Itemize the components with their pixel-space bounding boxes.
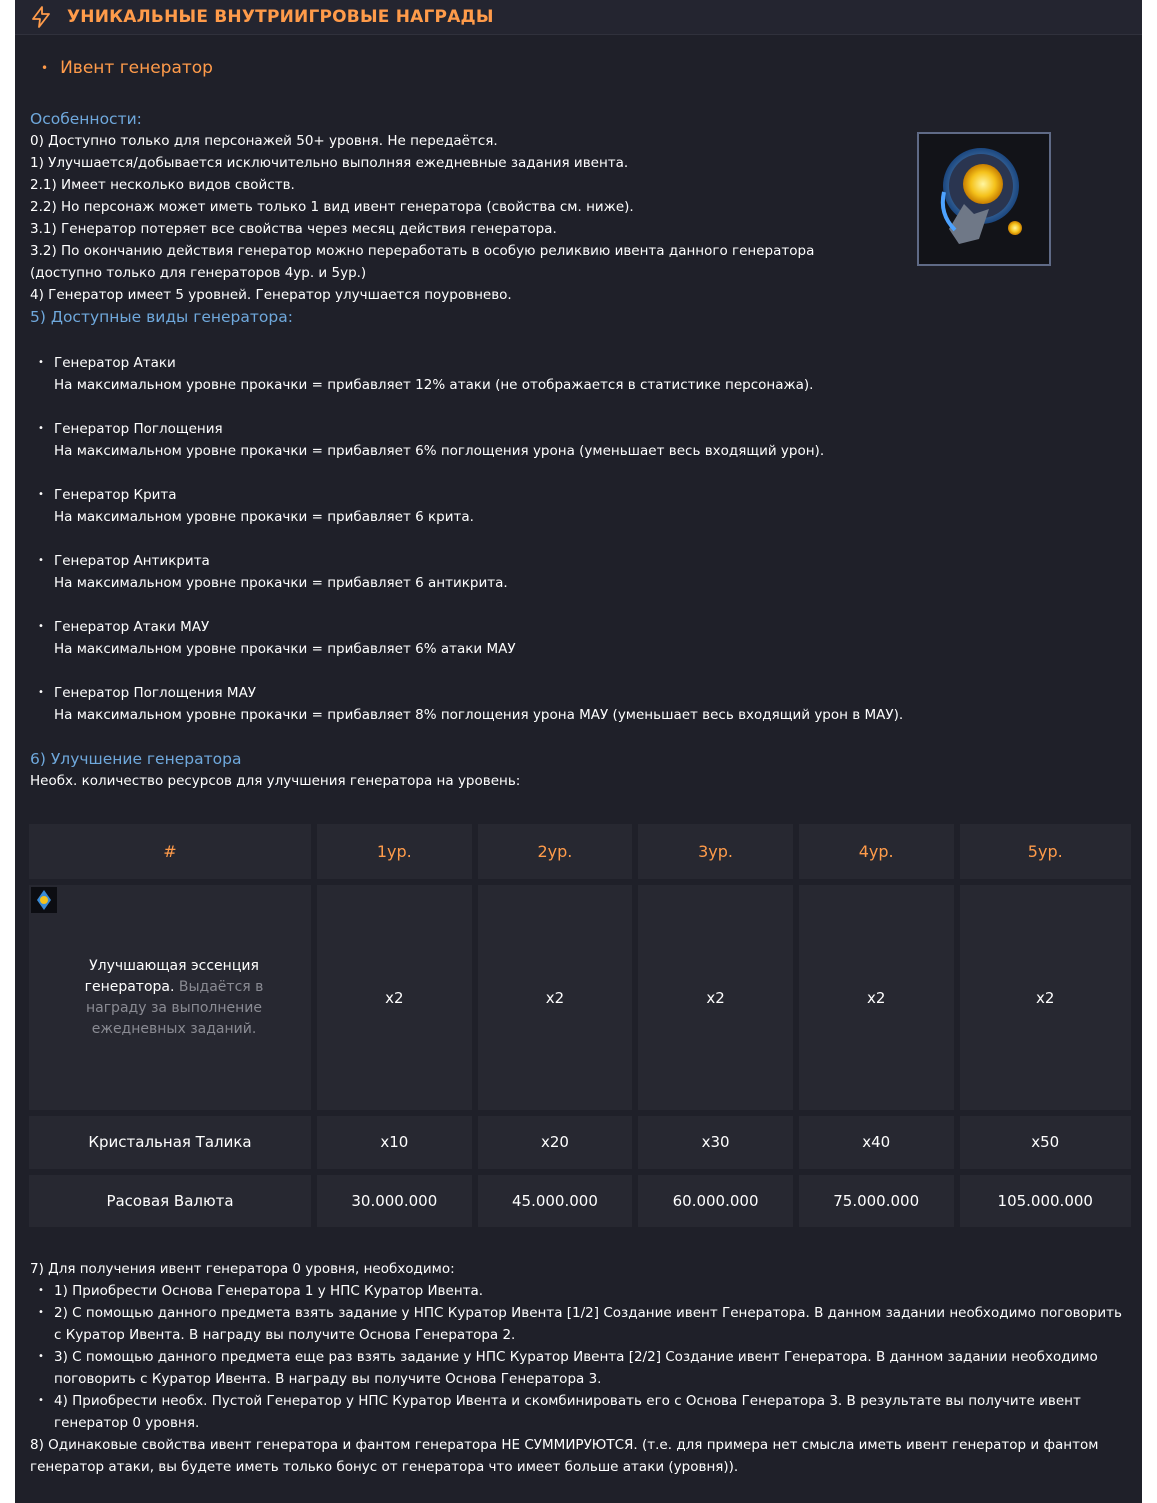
- table-header-cell: 5ур.: [960, 824, 1132, 879]
- table-row-label: Расовая Валюта: [29, 1175, 311, 1227]
- table-cell: x2: [317, 885, 472, 1110]
- generator-desc: На максимальном уровне прокачки = прибавляет 6 крита.: [54, 509, 474, 525]
- list-item: [30, 1346, 1130, 1390]
- table-cell: 60.000.000: [638, 1175, 793, 1227]
- generator-desc: На максимальном уровне прокачки = прибавляет 8% поглощения урона МАУ (уменьшает весь входящий урон в МАУ).: [54, 707, 904, 723]
- table-cell: x30: [638, 1116, 793, 1168]
- bullet-icon: •: [38, 621, 44, 632]
- generator-desc: На максимальном уровне прокачки = прибавляет 6% атаки МАУ: [54, 641, 516, 657]
- feature-line: 3.1) Генератор потеряет все свойства через месяц действия генератора.: [30, 221, 557, 237]
- obtain-step: 3) С помощью данного предмета еще раз взять задание у НПС Куратор Ивента [2/2] Создание ивент Генератора. В данном задании необходимо поговорить с Куратор Ивента. В награду вы получите Основа Генератора 3.: [54, 1349, 1098, 1387]
- list-item: [38, 418, 1130, 462]
- bullet-icon: •: [38, 1307, 44, 1318]
- subheader: [41, 58, 213, 78]
- feature-line: 0) Доступно только для персонажей 50+ уровня. Не передаётся.: [30, 133, 498, 149]
- generator-name: Генератор Поглощения МАУ: [54, 685, 257, 701]
- bullet-icon: •: [38, 1285, 44, 1296]
- table-cell: x2: [799, 885, 954, 1110]
- table-header-cell: 1ур.: [317, 824, 472, 879]
- table-cell: 75.000.000: [799, 1175, 954, 1227]
- generator-name: Генератор Атаки: [54, 355, 176, 371]
- obtain-step: 1) Приобрести Основа Генератора 1 у НПС Куратор Ивента.: [54, 1283, 484, 1299]
- section-title: УНИКАЛЬНЫЕ ВНУТРИИГРОВЫЕ НАГРАДЫ: [67, 7, 494, 27]
- table-cell: 105.000.000: [960, 1175, 1132, 1227]
- bullet-icon: •: [38, 555, 44, 566]
- table-header-cell: 3ур.: [638, 824, 793, 879]
- generator-desc: На максимальном уровне прокачки = прибавляет 12% атаки (не отображается в статистике персонажа).: [54, 377, 814, 393]
- generator-name: Генератор Атаки МАУ: [54, 619, 210, 635]
- upgrade-title: 6) Улучшение генератора: [30, 750, 242, 768]
- obtain-section: [30, 1258, 1130, 1478]
- upgrade-subtitle: Необх. количество ресурсов для улучшения генератора на уровень:: [30, 773, 521, 789]
- essence-icon: [31, 887, 57, 913]
- bullet-icon: •: [38, 1351, 44, 1362]
- bullet-icon: •: [41, 61, 49, 75]
- feature-line: 2.2) Но персонаж может иметь только 1 вид ивент генератора (свойства см. ниже).: [30, 199, 634, 215]
- table-header-row: [29, 824, 1131, 879]
- table-cell: x2: [478, 885, 633, 1110]
- list-item: [38, 550, 1130, 594]
- table-row: [29, 885, 1131, 1110]
- table-header-cell: 4ур.: [799, 824, 954, 879]
- list-item: [38, 682, 1130, 726]
- essence-label: Улучшающая эссенция генератора.: [84, 957, 259, 995]
- table-header-cell: #: [29, 824, 311, 879]
- list-item: [38, 352, 1130, 396]
- feature-line: 3.2) По окончанию действия генератор можно переработать в особую реликвию ивента данного генератора: [30, 243, 815, 259]
- table-cell: x2: [960, 885, 1132, 1110]
- features-section: [30, 108, 1130, 792]
- table-cell: x50: [960, 1116, 1132, 1168]
- feature-line: 1) Улучшается/добывается исключительно выполняя ежедневные задания ивента.: [30, 155, 629, 171]
- table-cell: x2: [638, 885, 793, 1110]
- list-item: [38, 616, 1130, 660]
- essence-note: Выдаётся в награду за выполнение ежедневных заданий.: [85, 978, 264, 1037]
- table-header-cell: 2ур.: [478, 824, 633, 879]
- generator-name: Генератор Крита: [54, 487, 177, 503]
- generator-desc: На максимальном уровне прокачки = прибавляет 6 антикрита.: [54, 575, 508, 591]
- list-item: [30, 1280, 1130, 1302]
- lightning-icon: [29, 5, 53, 29]
- upgrade-table: [23, 818, 1137, 1233]
- list-item: [38, 484, 1130, 528]
- generator-types-title: 5) Доступные виды генератора:: [30, 308, 293, 326]
- generator-list: [38, 352, 1130, 726]
- table-row-label: Кристальная Талика: [29, 1116, 311, 1168]
- feature-line: 4) Генератор имеет 5 уровней. Генератор улучшается поуровнево.: [30, 287, 512, 303]
- table-row-label: [29, 885, 311, 1110]
- obtain-note: 8) Одинаковые свойства ивент генератора и фантом генератора НЕ СУММИРУЮТСЯ. (т.е. для примера нет смысла иметь ивент генератор и фантом генератор атаки, вы будете иметь только бонус от генератора что имеет больше атаки (уровня)).: [30, 1437, 1099, 1475]
- feature-line: (доступно только для генераторов 4ур. и 5ур.): [30, 265, 367, 281]
- rewards-panel: [15, 0, 1142, 1503]
- bullet-icon: •: [38, 357, 44, 368]
- obtain-step: 2) С помощью данного предмета взять задание у НПС Куратор Ивента [1/2] Создание ивент Генератора. В данном задании необходимо поговорить с Куратор Ивента. В награду вы получите Основа Генератора 2.: [54, 1305, 1122, 1343]
- table-cell: 30.000.000: [317, 1175, 472, 1227]
- table-cell: x40: [799, 1116, 954, 1168]
- obtain-step: 4) Приобрести необх. Пустой Генератор у НПС Куратор Ивента и скомбинировать его с Основа Генератора 3. В результате вы получите ивент генератор 0 уровня.: [54, 1393, 1081, 1431]
- table-cell: x20: [478, 1116, 633, 1168]
- bullet-icon: •: [38, 489, 44, 500]
- table-cell: 45.000.000: [478, 1175, 633, 1227]
- table-row: [29, 1116, 1131, 1168]
- list-item: [30, 1302, 1130, 1346]
- features-title: Особенности:: [30, 110, 142, 128]
- feature-line: 2.1) Имеет несколько видов свойств.: [30, 177, 295, 193]
- generator-desc: На максимальном уровне прокачки = прибавляет 6% поглощения урона (уменьшает весь входящий урон).: [54, 443, 825, 459]
- generator-name: Генератор Поглощения: [54, 421, 223, 437]
- bullet-icon: •: [38, 1395, 44, 1406]
- table-cell: x10: [317, 1116, 472, 1168]
- bullet-icon: •: [38, 687, 44, 698]
- subheader-label: Ивент генератор: [60, 58, 213, 78]
- list-item: [30, 1390, 1130, 1434]
- bullet-icon: •: [38, 423, 44, 434]
- section-header: [15, 0, 1142, 35]
- table-row: [29, 1175, 1131, 1227]
- obtain-title: 7) Для получения ивент генератора 0 уровня, необходимо:: [30, 1261, 455, 1277]
- generator-name: Генератор Антикрита: [54, 553, 210, 569]
